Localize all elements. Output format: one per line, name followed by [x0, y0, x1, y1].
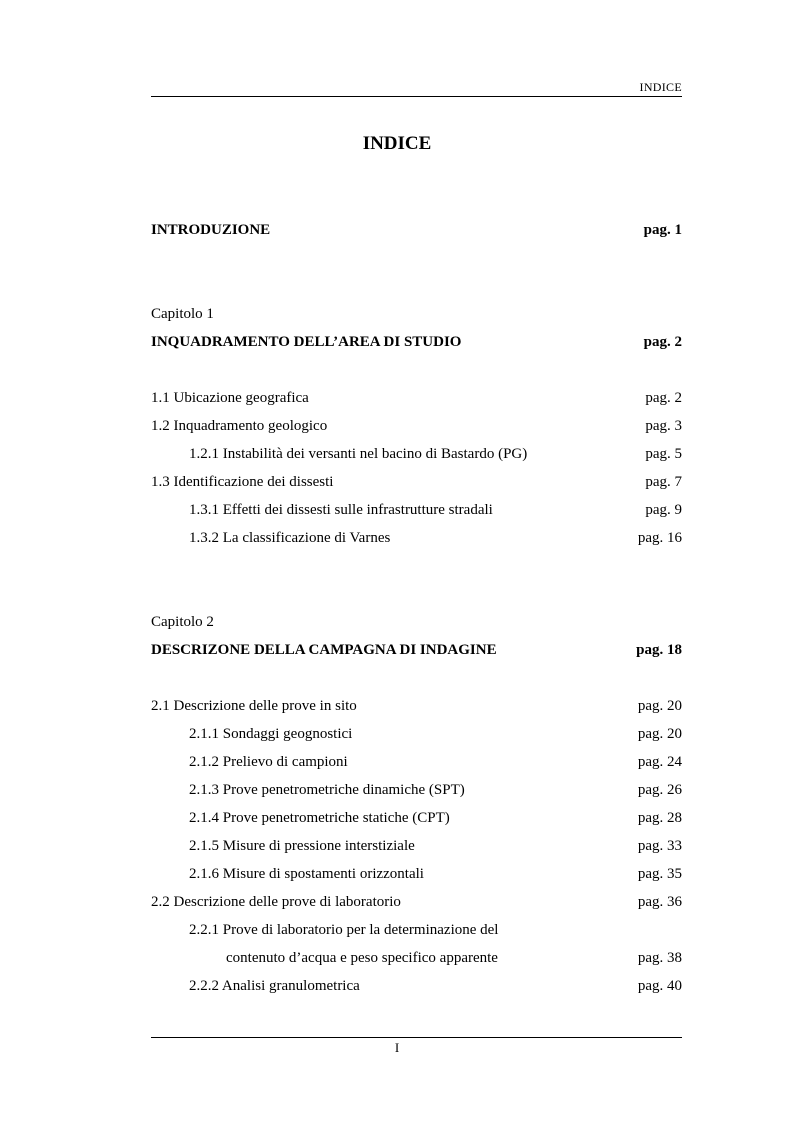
toc-entry-2-2-2[interactable] [151, 978, 682, 1000]
toc-entry-page: pag. 5 [645, 446, 682, 462]
toc-entry-page: pag. 2 [645, 390, 682, 406]
toc-entry-label: DESCRIZONE DELLA CAMPAGNA DI INDAGINE [151, 642, 497, 658]
toc-entry-page: pag. 38 [637, 950, 682, 966]
toc-entry-page: pag. 28 [637, 810, 682, 826]
toc-entry-label: 2.1.2 Prelievo di campioni [189, 754, 348, 770]
toc-entry-page: pag. 36 [637, 894, 682, 910]
toc-entry-label: 1.3 Identificazione dei dissesti [151, 474, 334, 490]
running-header-title: INDICE [639, 80, 682, 94]
toc-entry-page: pag. 2 [643, 334, 682, 350]
running-header [151, 80, 682, 97]
toc-entry-2-1[interactable] [151, 698, 682, 720]
toc-entry-page: pag. 33 [637, 838, 682, 854]
toc-entry-label: 2.1.4 Prove penetrometriche statiche (CPT) [189, 810, 450, 826]
toc-entry-label: 2.2.2 Analisi granulometrica [189, 978, 360, 994]
toc-entry-label: 2.2 Descrizione delle prove di laboratorio [151, 894, 401, 910]
toc-entry-page: pag. 7 [645, 474, 682, 490]
toc-entry-label: INTRODUZIONE [151, 222, 271, 238]
toc-entry-label: 2.1.5 Misure di pressione interstiziale [189, 838, 415, 854]
toc-entry-label: 1.2.1 Instabilità dei versanti nel bacino di Bastardo (PG) [189, 446, 528, 462]
toc-entry-2-1-3[interactable] [151, 782, 682, 804]
toc-entry-2-1-1[interactable] [151, 726, 682, 748]
toc-entry-label: 2.2.1 Prove di laboratorio per la determinazione del [189, 922, 499, 938]
toc-entry-chapter-1[interactable] [151, 334, 682, 356]
toc-entry-label: 1.2 Inquadramento geologico [151, 418, 328, 434]
toc-entry-page: pag. 40 [637, 978, 682, 994]
toc-entry-1-3-1[interactable] [151, 502, 682, 524]
chapter-1-label [151, 306, 682, 328]
toc-entry-page: pag. 18 [636, 642, 682, 658]
toc-entry-1-1[interactable] [151, 390, 682, 412]
toc-entry-page: pag. 35 [637, 866, 682, 882]
chapter-2-label [151, 614, 682, 636]
toc-entry-page: pag. 16 [637, 530, 682, 546]
toc-entry-label: 1.3.1 Effetti dei dissesti sulle infrastrutture stradali [189, 502, 493, 518]
toc-entry-1-3[interactable] [151, 474, 682, 496]
toc-entry-2-1-5[interactable] [151, 838, 682, 860]
toc-entry-1-2[interactable] [151, 418, 682, 440]
page-number: I [394, 1040, 400, 1055]
chapter-label: Capitolo 2 [151, 614, 214, 630]
toc-entry-page: pag. 1 [643, 222, 682, 238]
toc-entry-label: 2.1.6 Misure di spostamenti orizzontali [189, 866, 424, 882]
toc-entry-label: 2.1.3 Prove penetrometriche dinamiche (SPT) [189, 782, 465, 798]
toc-entry-page: pag. 9 [645, 502, 682, 518]
toc-entry-introduzione[interactable] [151, 222, 682, 244]
toc-entry-label: 2.1 Descrizione delle prove in sito [151, 698, 357, 714]
toc-entry-page: pag. 3 [645, 418, 682, 434]
toc-entry-2-1-6[interactable] [151, 866, 682, 888]
toc-entry-2-2[interactable] [151, 894, 682, 916]
toc-entry-2-2-1-continued[interactable] [151, 950, 682, 972]
toc-entry-page: pag. 20 [637, 726, 682, 742]
toc-entry-label: 1.3.2 La classificazione di Varnes [189, 530, 391, 546]
toc-entry-page: pag. 20 [637, 698, 682, 714]
toc-entry-label: INQUADRAMENTO DELL’AREA DI STUDIO [151, 334, 462, 350]
toc-entry-label: 1.1 Ubicazione geografica [151, 390, 309, 406]
toc-entry-label: 2.1.1 Sondaggi geognostici [189, 726, 353, 742]
toc-entry-page: pag. 24 [637, 754, 682, 770]
toc-entry-2-2-1[interactable] [151, 922, 682, 944]
toc-entry-2-1-2[interactable] [151, 754, 682, 776]
toc-entry-1-2-1[interactable] [151, 446, 682, 468]
toc-entry-page: pag. 26 [637, 782, 682, 798]
page-title: INDICE [362, 133, 432, 154]
chapter-label: Capitolo 1 [151, 306, 214, 322]
footer-rule [151, 1037, 682, 1038]
toc-entry-2-1-4[interactable] [151, 810, 682, 832]
toc-entry-chapter-2[interactable] [151, 642, 682, 664]
toc-entry-label: contenuto d’acqua e peso specifico apparente [226, 950, 498, 966]
toc-entry-1-3-2[interactable] [151, 530, 682, 552]
